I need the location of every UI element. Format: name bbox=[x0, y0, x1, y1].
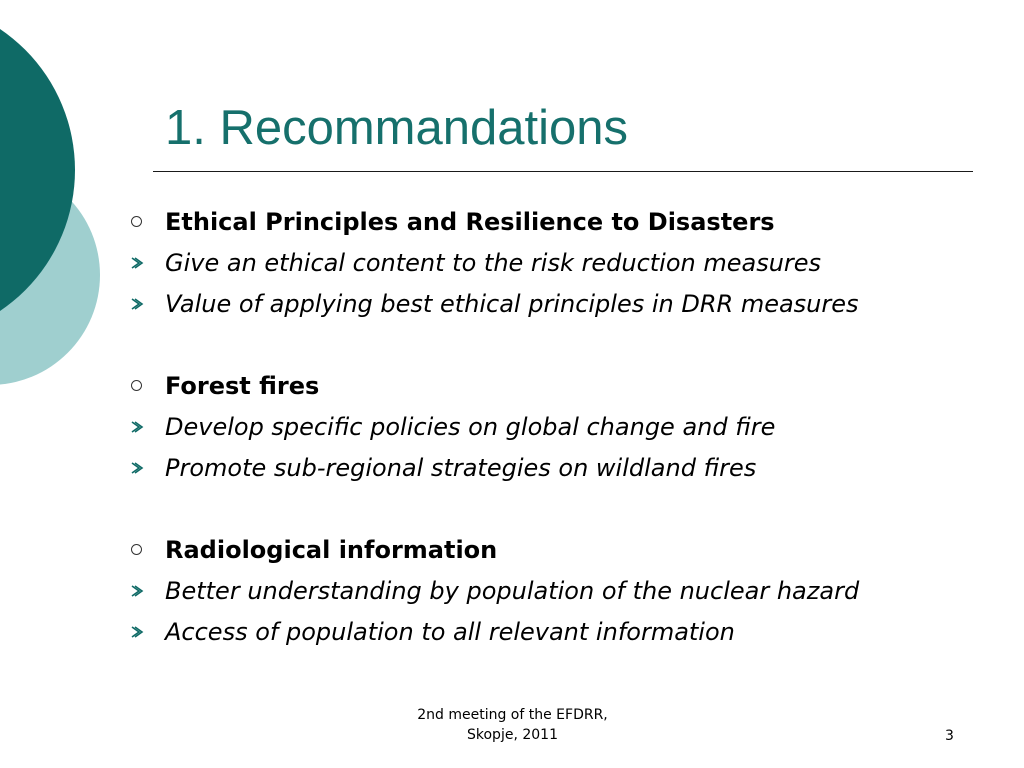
section-heading-text: Ethical Principles and Resilience to Disasters bbox=[165, 208, 775, 236]
arrow-bullet-icon bbox=[130, 296, 144, 312]
section-heading bbox=[128, 366, 1008, 407]
circle-bullet-icon bbox=[131, 380, 142, 391]
list-item bbox=[128, 448, 1008, 489]
circle-bullet-icon bbox=[131, 544, 142, 555]
section-heading bbox=[128, 202, 1008, 243]
list-item bbox=[128, 284, 1008, 325]
list-item-text: Develop specific policies on global change and fire bbox=[165, 413, 776, 441]
list-item-text: Access of population to all relevant information bbox=[165, 618, 735, 646]
list-item bbox=[128, 243, 1008, 284]
slide-footer bbox=[370, 705, 655, 745]
footer-line-2: Skopje, 2011 bbox=[467, 727, 558, 743]
list-item-text: Give an ethical content to the risk reduction measures bbox=[165, 249, 822, 277]
spacer bbox=[128, 325, 1008, 366]
arrow-bullet-icon bbox=[130, 460, 144, 476]
circle-bullet-icon bbox=[131, 216, 142, 227]
slide-title: 1. Recommandations bbox=[165, 101, 629, 155]
arrow-bullet-icon bbox=[130, 624, 144, 640]
footer-line-1: 2nd meeting of the EFDRR, bbox=[417, 707, 608, 723]
list-item bbox=[128, 407, 1008, 448]
list-item-text: Promote sub-regional strategies on wildland fires bbox=[165, 454, 757, 482]
slide-content bbox=[128, 202, 1008, 653]
arrow-bullet-icon bbox=[130, 255, 144, 271]
page-number: 3 bbox=[945, 728, 954, 744]
list-item bbox=[128, 571, 1008, 612]
section-heading bbox=[128, 530, 1008, 571]
spacer bbox=[128, 489, 1008, 530]
list-item-text: Value of applying best ethical principles in DRR measures bbox=[165, 290, 859, 318]
arrow-bullet-icon bbox=[130, 419, 144, 435]
decorative-circles bbox=[0, 0, 120, 420]
arrow-bullet-icon bbox=[130, 583, 144, 599]
section-heading-text: Radiological information bbox=[165, 536, 498, 564]
title-divider bbox=[153, 171, 973, 172]
list-item-text: Better understanding by population of the nuclear hazard bbox=[165, 577, 860, 605]
list-item bbox=[128, 612, 1008, 653]
section-heading-text: Forest fires bbox=[165, 372, 320, 400]
